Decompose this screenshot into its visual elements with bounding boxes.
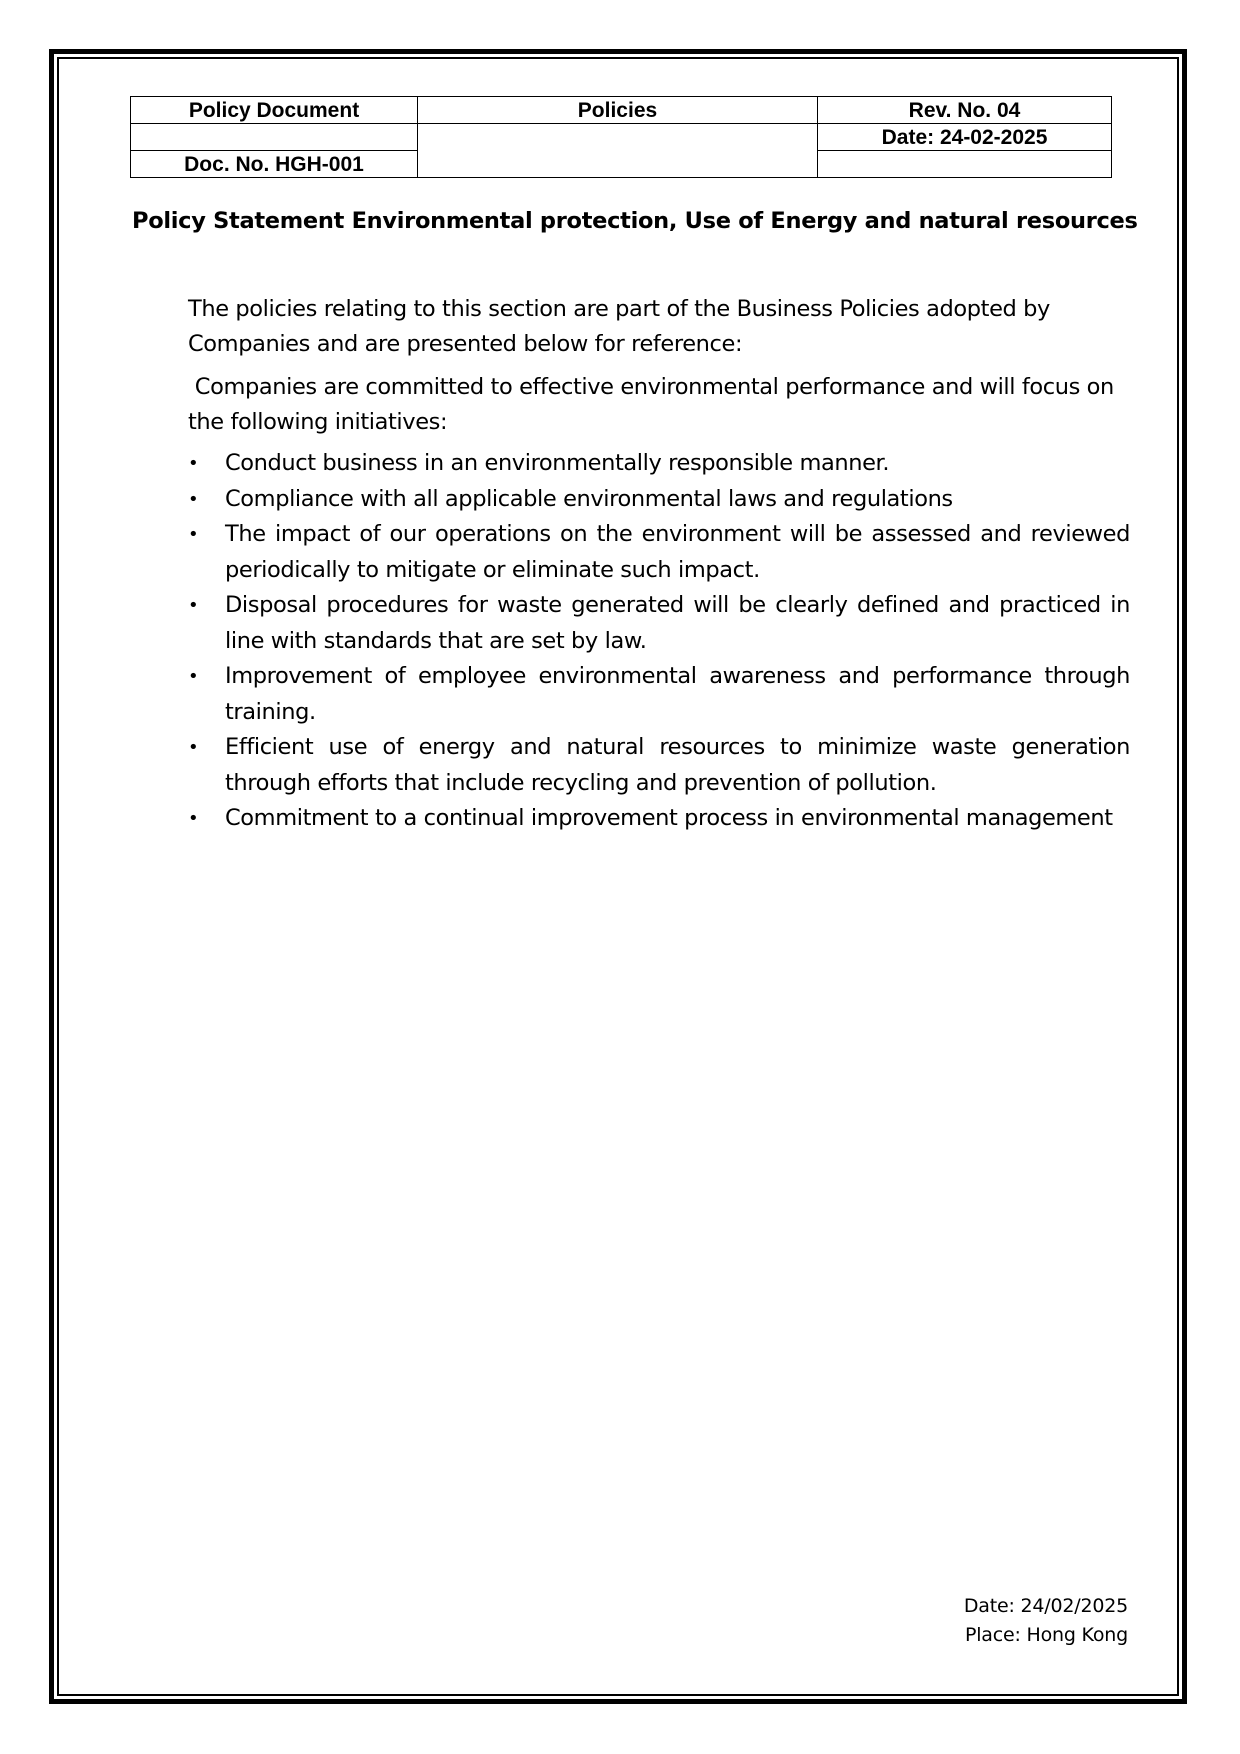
empty-cell: [818, 151, 1112, 178]
bullet-icon: •: [188, 808, 199, 829]
list-item: [188, 801, 1130, 837]
list-item: [188, 588, 1130, 659]
footer-place: Place: Hong Kong: [964, 1624, 1128, 1646]
list-item: [188, 517, 1130, 588]
policies-cell: Policies: [418, 97, 818, 124]
header-row: [131, 124, 1112, 151]
bullet-icon: •: [188, 488, 199, 510]
intro-paragraph: The policies relating to this section are part of the Business Policies adopted by Companies and are presented below for reference:: [188, 296, 1050, 357]
rev-no-cell: Rev. No. 04: [818, 97, 1112, 124]
list-item: [188, 730, 1130, 801]
doc-no-cell: Doc. No. HGH-001: [131, 151, 418, 178]
list-item-text: Conduct business in an environmentally responsible manner.: [225, 450, 890, 476]
list-item-text: Efficient use of energy and natural resources to minimize waste generation through efforts that include recycling and prevention of pollution.: [225, 734, 1130, 796]
empty-merged-cell: [418, 124, 818, 178]
list-item-text: Disposal procedures for waste generated will be clearly defined and practiced in line with standards that are set by law.: [225, 592, 1130, 654]
footer-date: Date: 24/02/2025: [963, 1595, 1128, 1617]
header-row: [131, 97, 1112, 124]
bullet-icon: •: [188, 595, 199, 616]
empty-cell: [131, 124, 418, 151]
bullet-icon: •: [188, 737, 199, 758]
bullet-icon: •: [188, 666, 199, 687]
document-header-table: [130, 96, 1112, 178]
signature-footer: [964, 1592, 1128, 1650]
commitment-paragraph: Companies are committed to effective environmental performance and will focus on the following initiatives:: [188, 374, 1121, 435]
list-item-text: Commitment to a continual improvement process in environmental management: [225, 805, 1113, 831]
list-item: [188, 659, 1130, 730]
bullet-icon: •: [188, 453, 199, 474]
list-item-text: The impact of our operations on the environment will be assessed and reviewed periodically to mitigate or eliminate such impact.: [225, 521, 1130, 583]
list-item-text: Compliance with all applicable environmental laws and regulations: [225, 485, 953, 512]
list-item: [188, 482, 1130, 518]
bullet-icon: •: [188, 524, 199, 545]
date-cell: Date: 24-02-2025: [818, 124, 1112, 151]
list-item: [188, 446, 1130, 482]
list-item-text: Improvement of employee environmental awareness and performance through training.: [225, 663, 1130, 725]
policy-document-cell: Policy Document: [131, 97, 418, 124]
policy-title: Policy Statement Environmental protection, Use of Energy and natural resources: [132, 208, 1138, 234]
initiatives-list: [188, 446, 1130, 837]
